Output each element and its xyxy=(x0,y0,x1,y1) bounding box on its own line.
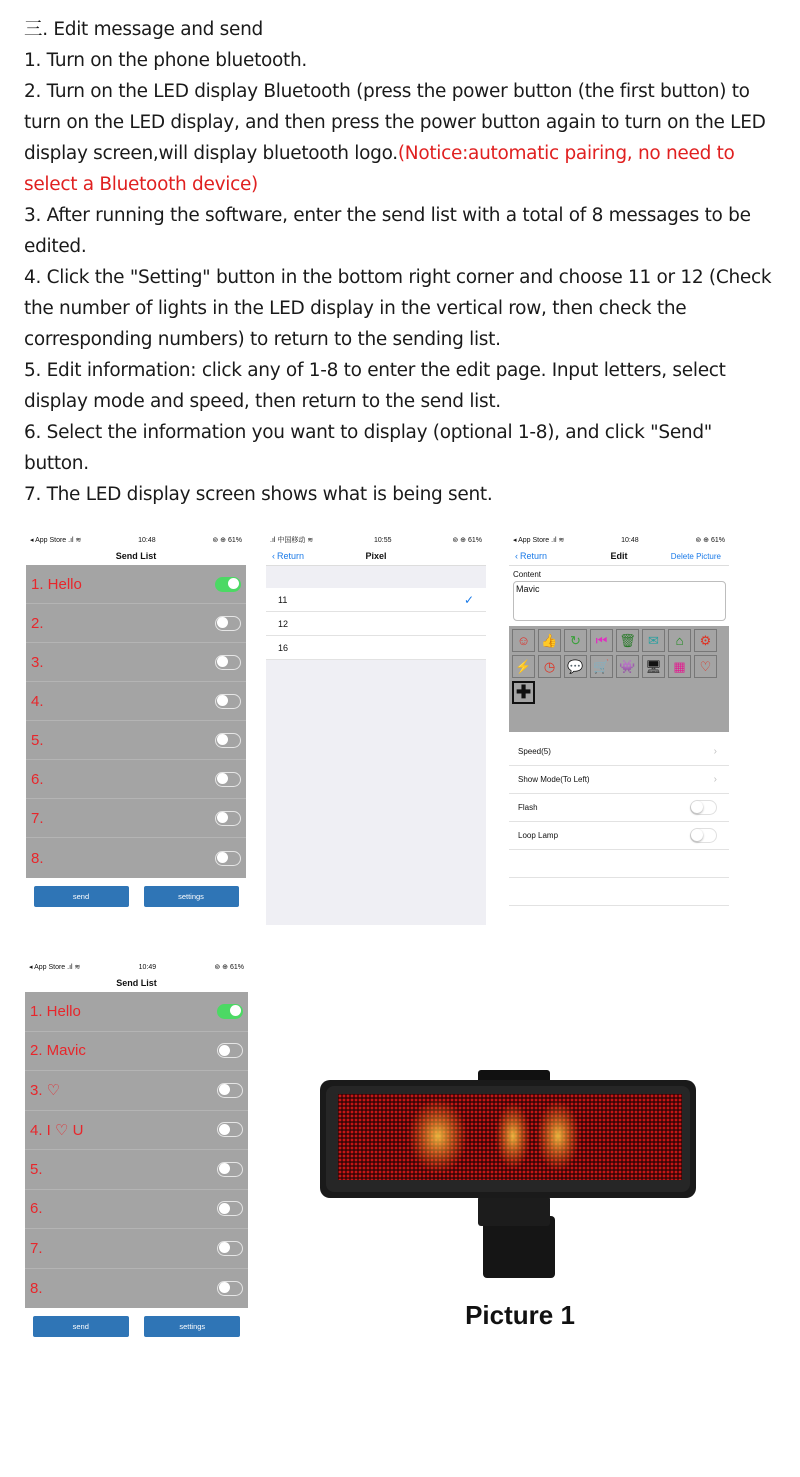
back-label: Return xyxy=(520,551,548,561)
chevron-left-icon: ‹ xyxy=(272,551,275,561)
status-battery: ⊚ ⊕ 61% xyxy=(695,537,725,544)
instructions xyxy=(24,14,774,510)
message-row[interactable] xyxy=(26,643,246,682)
message-label: 3. xyxy=(31,653,44,671)
refresh-icon[interactable]: ↻ xyxy=(564,629,587,652)
message-toggle[interactable] xyxy=(217,1043,243,1058)
step-6: 6. Select the information you want to display (optional 1-8), and click "Send" button. xyxy=(24,422,712,474)
message-label: 3. ♡ xyxy=(30,1082,61,1100)
phone-send-list-2 xyxy=(25,960,248,1345)
heart-icon[interactable]: ♡ xyxy=(694,655,717,678)
status-bar xyxy=(509,533,729,547)
message-toggle[interactable] xyxy=(215,851,241,866)
picture-caption: Picture 1 xyxy=(465,1300,575,1330)
message-row[interactable] xyxy=(26,799,246,838)
delete-picture-button[interactable]: Delete Picture xyxy=(670,551,721,561)
flash-switch[interactable] xyxy=(690,800,717,815)
pixel-option-label: 11 xyxy=(278,594,288,605)
nav-bar xyxy=(266,547,486,566)
send-button[interactable]: send xyxy=(34,886,129,907)
message-toggle[interactable] xyxy=(215,577,241,592)
chat-icon[interactable]: 💬 xyxy=(564,655,587,678)
step-7: 7. The LED display screen shows what is being sent. xyxy=(24,484,493,505)
step-2-text: 2. Turn on the LED display Bluetooth (press the power button (the first button) to turn on the LED display, and then press the power button again to turn on the LED display screen,will display bluetooth logo. xyxy=(24,81,766,164)
message-toggle[interactable] xyxy=(215,811,241,826)
message-toggle[interactable] xyxy=(215,733,241,748)
message-label: 5. xyxy=(30,1160,43,1178)
speed-label: Speed(5) xyxy=(518,747,551,756)
pixel-option[interactable] xyxy=(266,612,486,636)
status-time: 10:55 xyxy=(374,536,392,544)
message-row[interactable] xyxy=(26,760,246,799)
message-toggle[interactable] xyxy=(217,1162,243,1177)
message-toggle[interactable] xyxy=(215,694,241,709)
nav-bar xyxy=(26,547,246,565)
lightning-icon[interactable]: ⚡ xyxy=(512,655,535,678)
message-label: 8. xyxy=(31,849,44,867)
content-label: Content xyxy=(513,570,542,579)
message-list xyxy=(26,565,246,878)
message-row[interactable] xyxy=(26,838,246,878)
cart-icon[interactable]: 🛒 xyxy=(590,655,613,678)
message-row[interactable] xyxy=(25,992,248,1032)
flash-label: Flash xyxy=(518,803,538,812)
show-mode-row[interactable] xyxy=(509,766,729,794)
message-label: 7. xyxy=(31,809,44,827)
message-toggle[interactable] xyxy=(217,1004,243,1019)
message-row[interactable] xyxy=(25,1269,248,1309)
message-row[interactable] xyxy=(26,565,246,604)
chevron-left-icon: ‹ xyxy=(515,551,518,561)
message-row[interactable] xyxy=(25,1150,248,1190)
loop-lamp-row xyxy=(509,822,729,850)
back-label: Return xyxy=(277,551,305,561)
step-4: 4. Click the "Setting" button in the bottom right corner and choose 11 or 12 (Check the number of lights in the LED display in the vertical row, then check the corresponding numbers) to return to the sending list. xyxy=(24,267,772,350)
chevron-right-icon: › xyxy=(713,746,717,757)
step-2 xyxy=(24,76,774,200)
status-carrier: ◂ App Store .ıl ≋ xyxy=(30,537,82,544)
action-bar xyxy=(25,1308,248,1337)
status-bar xyxy=(26,533,246,547)
thumbs-up-icon[interactable]: 👍 xyxy=(538,629,561,652)
back-button[interactable] xyxy=(272,551,304,561)
status-battery: ⊚ ⊕ 61% xyxy=(214,964,244,971)
message-label: 1. Hello xyxy=(31,575,82,593)
message-list xyxy=(25,992,248,1308)
message-toggle[interactable] xyxy=(217,1201,243,1216)
pixel-option-label: 12 xyxy=(278,618,289,629)
message-toggle[interactable] xyxy=(217,1241,243,1256)
message-toggle[interactable] xyxy=(215,616,241,631)
message-toggle[interactable] xyxy=(215,772,241,787)
status-carrier: .ıl 中国移动 ≋ xyxy=(270,537,314,544)
step-5: 5. Edit information: click any of 1-8 to enter the edit page. Input letters, select display mode and speed, then return to the send list. xyxy=(24,360,726,412)
empty-row xyxy=(509,850,729,878)
checkmark-icon: ✓ xyxy=(463,592,474,607)
message-row[interactable] xyxy=(25,1229,248,1269)
message-row[interactable] xyxy=(26,604,246,643)
action-bar xyxy=(26,878,246,907)
message-row[interactable] xyxy=(25,1190,248,1230)
message-label: 2. Mavic xyxy=(30,1042,86,1060)
chevron-right-icon: › xyxy=(713,774,717,785)
message-label: 2. xyxy=(31,614,44,632)
phone-send-list-1 xyxy=(26,533,246,913)
message-label: 5. xyxy=(31,731,44,749)
step-1: 1. Turn on the phone bluetooth. xyxy=(24,50,308,71)
page-title: Send List xyxy=(116,978,157,988)
picture-grid xyxy=(509,626,729,732)
pixel-option[interactable] xyxy=(266,636,486,660)
status-bar xyxy=(25,960,248,974)
message-row[interactable] xyxy=(25,1071,248,1111)
loop-lamp-switch[interactable] xyxy=(690,828,717,843)
phone-pixel xyxy=(266,533,486,925)
message-toggle[interactable] xyxy=(217,1122,243,1137)
page-title: Pixel xyxy=(365,551,387,561)
show-mode-label: Show Mode(To Left) xyxy=(518,775,590,784)
message-label: 1. Hello xyxy=(30,1002,81,1020)
game-icon[interactable]: 👾 xyxy=(616,655,639,678)
message-label: 6. xyxy=(31,770,44,788)
nav-bar xyxy=(25,974,248,992)
led-badge-image xyxy=(318,1066,698,1278)
pixel-option[interactable] xyxy=(266,588,486,612)
page-title: Edit xyxy=(610,551,628,561)
message-label: 8. xyxy=(30,1279,43,1297)
status-time: 10:49 xyxy=(138,963,157,971)
message-row[interactable] xyxy=(26,721,246,760)
phone-edit xyxy=(509,533,729,925)
empty-row xyxy=(509,878,729,906)
computer-icon[interactable]: 🖥 xyxy=(642,655,665,678)
flash-row xyxy=(509,794,729,822)
message-row[interactable] xyxy=(25,1111,248,1151)
settings-button[interactable]: settings xyxy=(144,886,239,907)
message-toggle[interactable] xyxy=(215,655,241,670)
nav-bar xyxy=(509,547,729,566)
content-input[interactable]: Mavic xyxy=(513,581,726,621)
message-label: 4. xyxy=(31,692,44,710)
step-3: 3. After running the software, enter the send list with a total of 8 messages to be edited. xyxy=(24,205,751,257)
status-time: 10:48 xyxy=(138,536,156,544)
send-button[interactable]: send xyxy=(33,1316,129,1337)
message-label: 4. I ♡ U xyxy=(30,1121,84,1139)
led-badge-illustration xyxy=(318,1066,698,1278)
add-picture-icon[interactable]: ✚ xyxy=(512,681,535,704)
clock-icon[interactable]: ◷ xyxy=(538,655,561,678)
status-carrier: ◂ App Store .ıl ≋ xyxy=(513,537,565,544)
smiley-icon[interactable]: ☺ xyxy=(512,629,535,652)
message-toggle[interactable] xyxy=(217,1281,243,1296)
calculator-icon[interactable]: ▦ xyxy=(668,655,691,678)
message-label: 6. xyxy=(30,1200,43,1218)
page-title: Send List xyxy=(115,551,157,561)
message-label: 7. xyxy=(30,1239,43,1257)
skip-back-icon[interactable]: ⏮ xyxy=(590,629,613,652)
pixel-options xyxy=(266,588,486,660)
instructions-heading: 三. Edit message and send xyxy=(24,19,263,40)
status-time: 10:48 xyxy=(621,536,639,544)
pixel-option-label: 16 xyxy=(278,642,289,653)
loop-lamp-label: Loop Lamp xyxy=(518,831,559,840)
message-row[interactable] xyxy=(25,1032,248,1072)
status-battery: ⊚ ⊕ 61% xyxy=(212,537,242,544)
speed-row[interactable] xyxy=(509,738,729,766)
status-battery: ⊚ ⊕ 61% xyxy=(452,537,482,544)
message-row[interactable] xyxy=(26,682,246,721)
gear-icon[interactable]: ⚙ xyxy=(694,629,717,652)
trash-icon[interactable]: 🗑 xyxy=(616,629,639,652)
status-carrier: ◂ App Store .ıl ≋ xyxy=(29,964,81,971)
settings-button[interactable]: settings xyxy=(144,1316,240,1337)
message-toggle[interactable] xyxy=(217,1083,243,1098)
home-icon[interactable]: ⌂ xyxy=(668,629,691,652)
status-bar xyxy=(266,533,486,547)
step-2-notice: (Notice:automatic pairing, no need to select a Bluetooth device) xyxy=(24,143,735,195)
back-button[interactable] xyxy=(515,551,547,561)
mail-icon[interactable]: ✉ xyxy=(642,629,665,652)
